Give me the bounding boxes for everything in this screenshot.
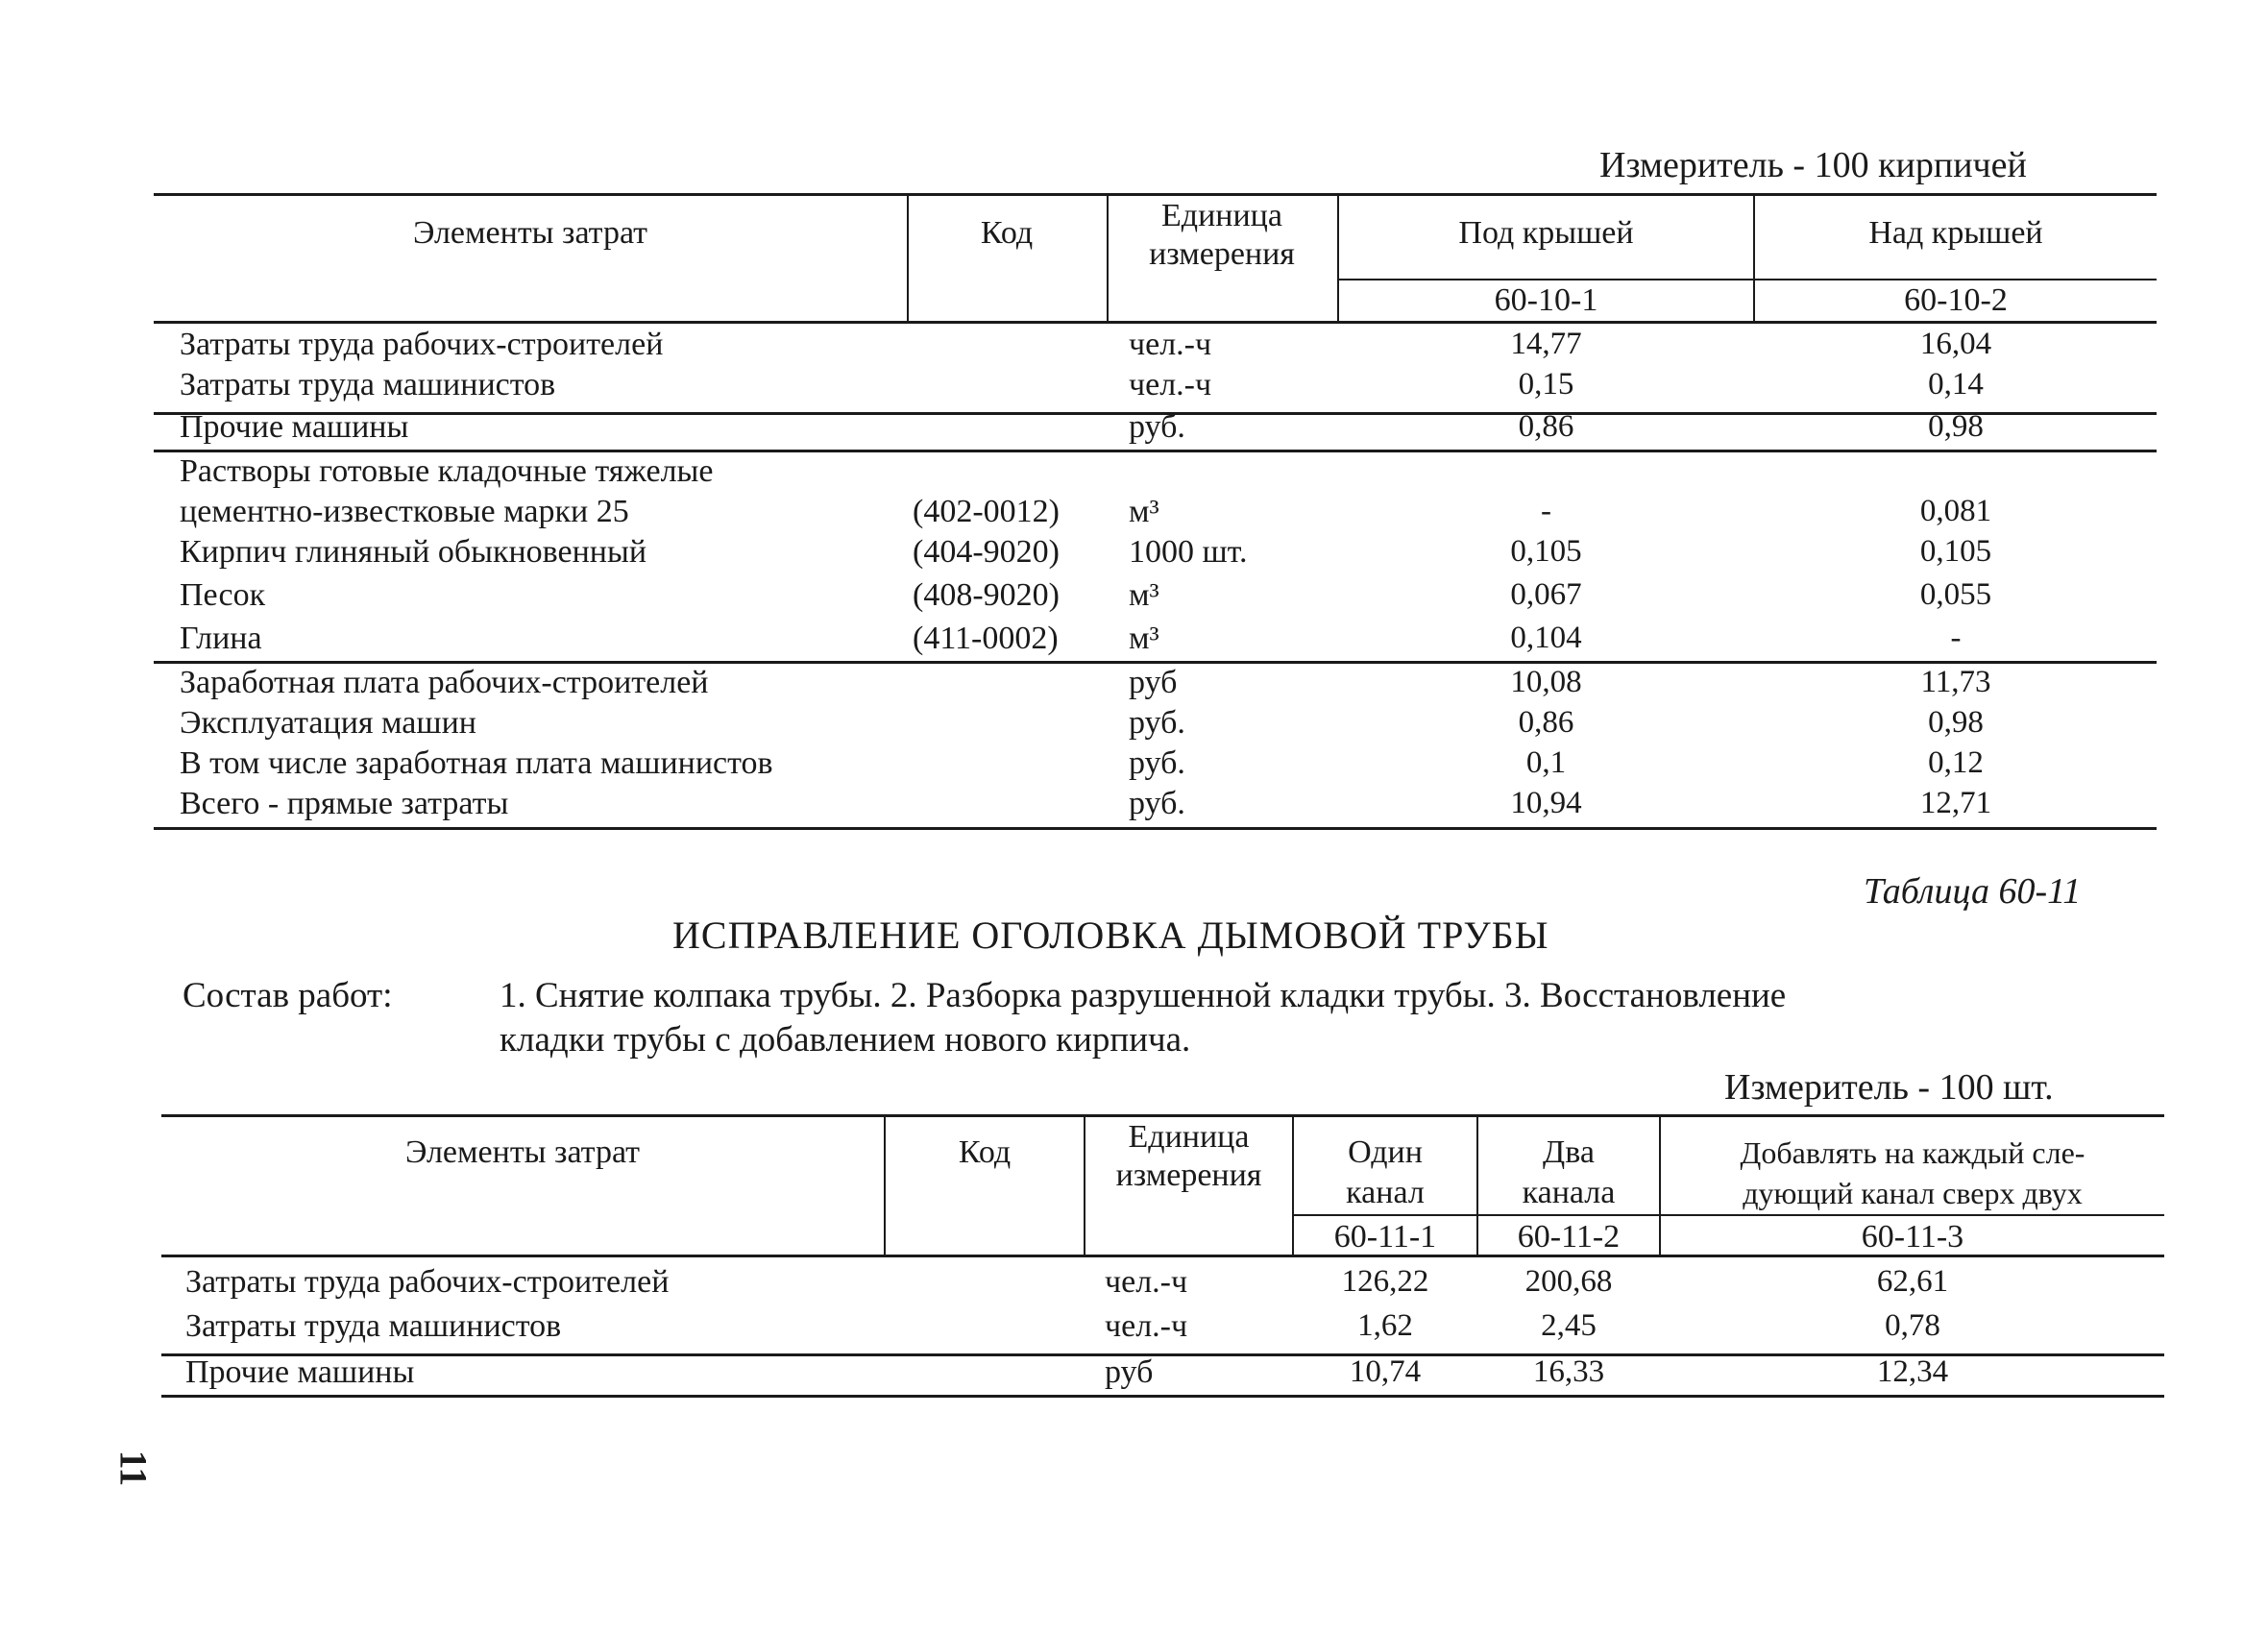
table2-header-elements: Элементы затрат <box>404 1134 641 1170</box>
table2-measure: Измеритель - 100 шт. <box>1724 1067 2054 1108</box>
table2-header-col3-code: 60-11-3 <box>1861 1219 1964 1255</box>
row-value-col2: 0,105 <box>1919 534 1992 569</box>
row-value-col2: - <box>1950 621 1962 655</box>
table2-top-rule <box>161 1114 2164 1117</box>
table1-header-unit: Единица измерения <box>1149 198 1295 272</box>
row-name: Кирпич глиняный обыкновенный <box>180 534 647 570</box>
table2-header-code: Код <box>958 1134 1012 1170</box>
row-name: Прочие машины <box>180 409 409 445</box>
table1-top-rule <box>154 193 2157 196</box>
row-value-col1: - <box>1541 494 1551 528</box>
table1-bottom-rule <box>154 827 2157 830</box>
table1-header-elements: Элементы затрат <box>412 215 648 251</box>
row-value-col1: 1,62 <box>1357 1308 1413 1343</box>
row-value-col2: 0,98 <box>1928 409 1984 444</box>
row-name: Всего - прямые затраты <box>180 786 509 821</box>
row-unit: м³ <box>1129 494 1159 529</box>
table1-group-rule <box>154 661 2157 664</box>
table1-measure: Измеритель - 100 кирпичей <box>1599 145 2027 185</box>
row-name: Песок <box>180 577 266 613</box>
row-unit: чел.-ч <box>1129 367 1212 402</box>
work-composition-line: 1. Снятие колпака трубы. 2. Разборка разрушенной кладки трубы. 3. Восстановление <box>500 976 1787 1015</box>
section-title: ИСПРАВЛЕНИЕ ОГОЛОВКА ДЫМОВОЙ ТРУБЫ <box>672 914 1549 957</box>
row-code: (411-0002) <box>913 621 1059 656</box>
table2-header-unit-line2: измерения <box>1115 1158 1262 1193</box>
row-value-col1: 0,15 <box>1518 367 1574 402</box>
row-value-col2: 200,68 <box>1524 1264 1613 1299</box>
row-value-col2: 16,33 <box>1532 1354 1605 1389</box>
row-unit: чел.-ч <box>1105 1264 1188 1300</box>
row-name: Прочие машины <box>185 1354 415 1390</box>
row-unit: руб. <box>1129 786 1185 821</box>
row-name: Затраты труда рабочих-строителей <box>180 327 664 362</box>
row-value-col1: 10,08 <box>1510 665 1582 699</box>
work-composition-line: кладки трубы с добавлением нового кирпича. <box>500 1020 1191 1060</box>
row-value-col1: 0,86 <box>1518 409 1574 444</box>
row-code: (408-9020) <box>913 577 1060 613</box>
row-value-col3: 62,61 <box>1876 1264 1949 1299</box>
row-value-col1: 0,1 <box>1525 745 1567 780</box>
table2-header-col2-code: 60-11-2 <box>1517 1219 1621 1255</box>
row-unit: 1000 шт. <box>1129 534 1248 570</box>
row-value-col1: 126,22 <box>1341 1264 1429 1299</box>
row-value-col2: 0,98 <box>1928 705 1984 740</box>
row-value-col3: 0,78 <box>1885 1308 1940 1343</box>
row-value-col1: 0,105 <box>1510 534 1582 569</box>
page-number: 11 <box>111 1450 156 1487</box>
row-value-col1: 10,74 <box>1349 1354 1422 1389</box>
row-name: Растворы готовые кладочные тяжелые <box>180 453 714 489</box>
row-value-col2: 0,12 <box>1928 745 1984 780</box>
row-value-col2: 11,73 <box>1920 665 1991 699</box>
table2-header-col2-line2: канала <box>1522 1175 1616 1210</box>
row-unit: руб <box>1105 1354 1154 1390</box>
table1-header-col1-code: 60-10-1 <box>1494 282 1598 318</box>
table1-header-code: Код <box>980 215 1034 251</box>
row-code: (404-9020) <box>913 534 1060 570</box>
row-unit: м³ <box>1129 621 1159 656</box>
row-value-col2: 16,04 <box>1919 327 1992 361</box>
row-unit: чел.-ч <box>1105 1308 1188 1344</box>
table1-header-split-rule <box>1337 279 2157 280</box>
row-unit: руб. <box>1129 745 1185 781</box>
table2-header-col1-code: 60-11-1 <box>1333 1219 1437 1255</box>
row-unit: руб. <box>1129 409 1185 445</box>
table1-header-col2: Над крышей <box>1868 215 2043 251</box>
row-name: Затраты труда машинистов <box>185 1308 562 1344</box>
row-name: Эксплуатация машин <box>180 705 476 741</box>
row-name: цементно-известковые марки 25 <box>180 494 629 529</box>
row-name: Заработная плата рабочих-строителей <box>180 665 709 700</box>
row-name: Затраты труда машинистов <box>180 367 556 402</box>
row-name: Затраты труда рабочих-строителей <box>185 1264 670 1300</box>
row-name: В том числе заработная плата машинистов <box>180 745 773 781</box>
row-value-col1: 14,77 <box>1510 327 1582 361</box>
table2-header-split-rule <box>1292 1214 2164 1216</box>
row-value-col1: 0,86 <box>1518 705 1574 740</box>
table-label: Таблица 60-11 <box>1864 871 2082 912</box>
row-unit: руб. <box>1129 705 1185 741</box>
table2-header-col3-line2: дующий канал сверх двух <box>1743 1176 2083 1210</box>
row-value-col2: 0,081 <box>1919 494 1992 528</box>
table2-header-col1-line1: Один <box>1348 1134 1423 1170</box>
table1-header-col1: Под крышей <box>1458 215 1634 251</box>
table2-bottom-rule <box>161 1395 2164 1398</box>
row-unit: м³ <box>1129 577 1159 613</box>
table1-header-bottom-rule <box>154 321 2157 324</box>
row-value-col1: 0,067 <box>1510 577 1582 612</box>
row-value-col1: 0,104 <box>1510 621 1582 655</box>
row-code: (402-0012) <box>913 494 1060 529</box>
table2-header-col3-line1: Добавлять на каждый сле- <box>1740 1135 2085 1170</box>
row-unit: руб <box>1129 665 1178 700</box>
row-value-col2: 0,14 <box>1928 367 1984 402</box>
table1-vline-unit <box>1107 195 1109 321</box>
row-name: Глина <box>180 621 262 656</box>
table2-header-unit-line1: Единица <box>1128 1119 1250 1155</box>
table2-header-col2-line1: Два <box>1543 1134 1595 1170</box>
table2-header-col1-line2: канал <box>1346 1175 1425 1210</box>
row-value-col3: 12,34 <box>1876 1354 1949 1389</box>
row-value-col2: 12,71 <box>1919 786 1992 820</box>
table1-group-rule <box>154 450 2157 452</box>
row-unit: чел.-ч <box>1129 327 1212 362</box>
table1-header-col2-code: 60-10-2 <box>1904 282 2008 318</box>
row-value-col2: 2,45 <box>1541 1308 1597 1343</box>
row-value-col1: 10,94 <box>1510 786 1582 820</box>
work-composition-label: Состав работ: <box>183 976 393 1015</box>
row-value-col2: 0,055 <box>1919 577 1992 612</box>
